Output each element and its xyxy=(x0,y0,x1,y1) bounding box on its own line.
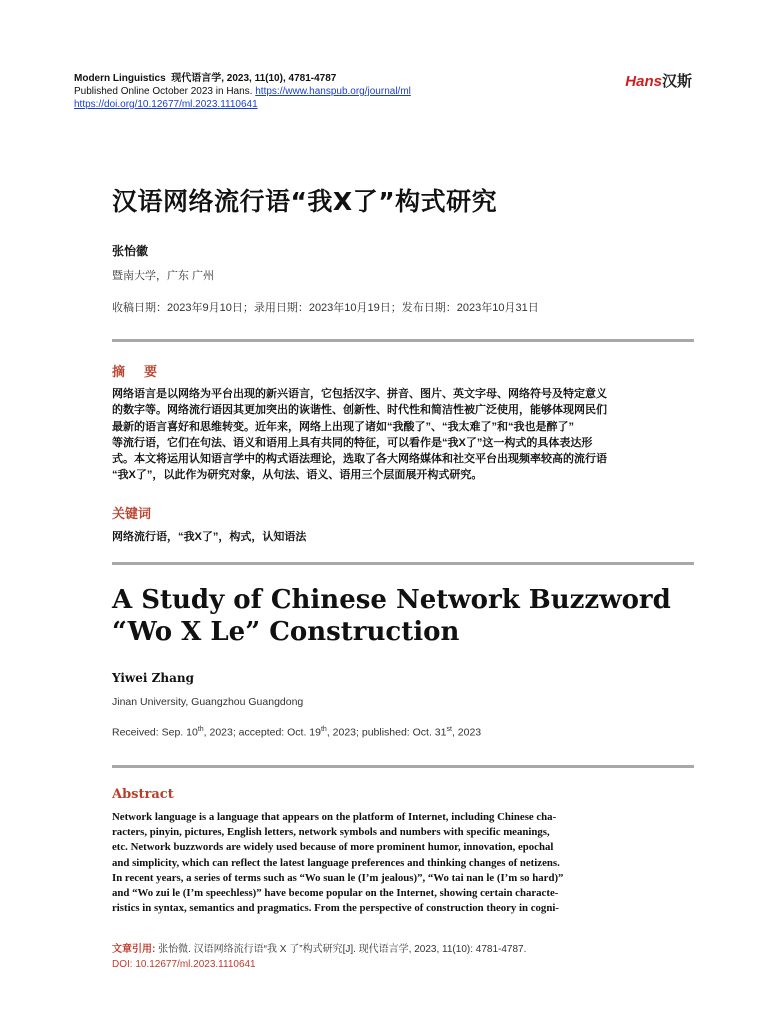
publisher-logo xyxy=(625,70,692,91)
divider xyxy=(112,765,694,768)
abstract-line: racters, pinyin, pictures, English letters, network symbols and numbers with specific meanings, xyxy=(112,826,550,839)
received-sup: th xyxy=(197,726,204,733)
affiliation-chinese: 暨南大学，广东 广州 xyxy=(112,270,215,282)
divider xyxy=(112,562,694,565)
abstract-line: and “Wo zui le (I’m speechless)” have become popular on the Internet, showing certain characte- xyxy=(112,887,559,900)
citation-label: 文章引用: xyxy=(112,944,156,955)
title-english xyxy=(112,584,672,648)
title-chinese: 汉语网络流行语“我X了”构式研究 xyxy=(112,187,498,216)
logo-cn: 汉斯 xyxy=(661,73,692,90)
citation-doi[interactable]: DOI: 10.12677/ml.2023.1110641 xyxy=(112,959,256,970)
title-english-line1: A Study of Chinese Network Buzzword xyxy=(112,585,671,615)
abstract-line: 最新的语言喜好和思维转变。近年来，网络上出现了诸如“我酸了”、“我太难了”和“我也是醉了” xyxy=(112,420,574,433)
doi-link[interactable]: https://doi.org/10.12677/ml.2023.1110641 xyxy=(74,99,258,110)
abstract-line: 等流行语，它们在句法、语义和语用上具有共同的特征，可以看作是“我X了”这一构式的具体表达形 xyxy=(112,436,593,449)
affiliation-english: Jinan University, Guangzhou Guangdong xyxy=(112,696,304,708)
abstract-english xyxy=(112,810,694,916)
received-date: Received: Sep. 10 xyxy=(112,726,198,739)
abstract-line: “我X了”，以此作为研究对象，从句法、语义、语用三个层面展开构式研究。 xyxy=(112,469,483,482)
keywords-heading-chinese: 关键词 xyxy=(112,506,152,521)
published-sup: st xyxy=(446,726,452,733)
published-online: Published Online October 2023 in Hans. xyxy=(74,86,253,97)
abstract-line: Network language is a language that appears on the platform of Internet, including Chinese cha- xyxy=(112,811,557,823)
citation-text: 张怡微. 汉语网络流行语“我 X 了”构式研究[J]. 现代语言学, 2023, 11(10): 4781-4787. xyxy=(158,944,527,955)
author-chinese: 张怡徽 xyxy=(112,244,149,258)
abstract-line: etc. Network buzzwords are widely used because of more prominent humor, innovation, epochal xyxy=(112,841,554,854)
title-english-line2: “Wo X Le” Construction xyxy=(112,617,460,647)
published-date: , 2023; published: Oct. 31 xyxy=(326,726,447,739)
abstract-line: ristics in syntax, semantics and pragmatics. From the perspective of construction theory in cogni- xyxy=(112,902,559,915)
abstract-line: In recent years, a series of terms such as “Wo suan le (I’m jealous)”, “Wo tai nan le (I’m so hard)” xyxy=(112,871,564,884)
abstract-line: and simplicity, which can reflect the latest language preferences and thinking changes of netizens. xyxy=(112,856,560,869)
author-english: Yiwei Zhang xyxy=(112,671,194,685)
journal-link[interactable]: https://www.hanspub.org/journal/ml xyxy=(255,86,411,97)
journal-header xyxy=(74,72,411,111)
dates-chinese: 收稿日期：2023年9月10日；录用日期：2023年10月19日；发布日期：2023年10月31日 xyxy=(112,302,539,314)
dates-english xyxy=(112,726,481,739)
published-year: , 2023 xyxy=(451,726,482,739)
accepted-sup: th xyxy=(320,726,327,733)
journal-name: Modern Linguistics xyxy=(74,73,166,84)
keywords-chinese: 网络流行语，“我X了”，构式，认知语法 xyxy=(112,531,307,543)
abstract-chinese xyxy=(112,386,694,484)
abstract-heading-english: Abstract xyxy=(112,787,174,802)
abstract-line: 网络语言是以网络为平台出现的新兴语言，它包括汉字、拼音、图片、英文字母、网络符号及特定意义 xyxy=(112,388,607,400)
abstract-heading-chinese: 摘 要 xyxy=(112,364,161,379)
journal-volume: 现代语言学, 2023, 11(10), 4781-4787 xyxy=(171,73,337,84)
accepted-date: , 2023; accepted: Oct. 19 xyxy=(203,726,321,739)
citation xyxy=(112,942,526,972)
abstract-line: 式。本文将运用认知语言学中的构式语法理论，选取了各大网络媒体和社交平台出现频率较高的流行语 xyxy=(112,453,607,466)
abstract-line: 的数字等。网络流行语因其更加突出的诙谐性、创新性、时代性和简洁性被广泛使用，能够体现网民们 xyxy=(112,404,607,417)
logo-brand: Hans xyxy=(625,73,662,90)
divider xyxy=(112,339,694,342)
